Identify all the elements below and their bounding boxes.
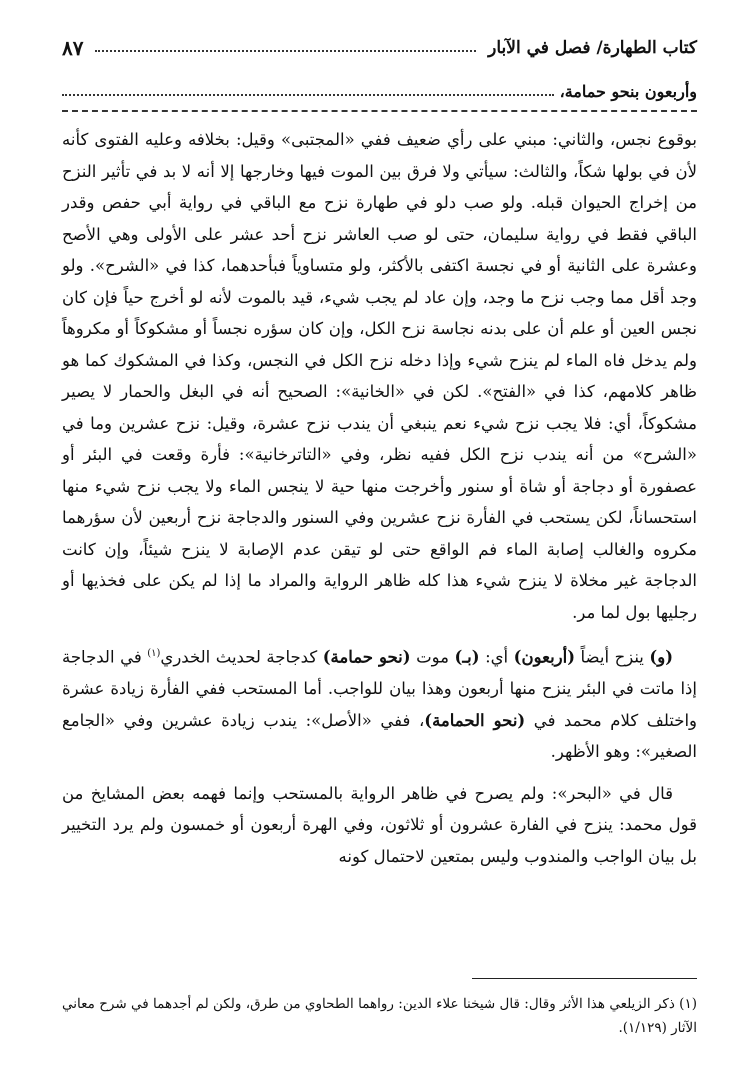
running-header [62,34,697,62]
paragraph-3: قال في «البحر»: ولم يصرح في ظاهر الرواية بالمستحب وإنما فهمه بعض المشايخ من قول محمد: ينزح في الفارة عشرون أو ثلاثون، وفي الهرة أربعون أو خمسون ولم يرد التخيير بل بيان الواجب والمندوب وليس بمتعين لاحتمال كونه [62,783,697,866]
footnote-rule [472,978,697,979]
para2-text-2: أي: [479,647,514,667]
matn-nahw-hamama: (نحو حمامة) [322,647,411,667]
matn-separator-rule [62,110,697,112]
matn-arbaun: (أربعون) [513,647,576,667]
header-dotted-leader [95,50,476,52]
para2-text-3: موت [410,647,455,667]
matn-nahw-al-hamama: (نحو الحمامة) [424,710,526,730]
para2-text-4: كدجاجة لحديث الخدري [160,647,323,667]
footnote-reference: (١) [147,648,161,659]
paragraph-1: بوقوع نجس، والثاني: مبني على رأي ضعيف ففي «المجتبى» وقيل: بخلافه وعليه الفتوى كأنه لأن في بولها شكاً، والثالث: سيأتي ولا فرق بين الموت فيها وخارجها إلا أنه لا بد في تأثير النزح من إخراج الحيوان قبله. ولو صب دلو في طهارة نزح مع الباقي في رواية أبي حفص وقدر الباقي فقط في رواية سليمان، حتى لو صب العاشر نزح أحد عشر على الأولى وهي الأصح وعشرة على الثانية أو في نجسة اكتفى بالأكثر، ولو متساوياً فبأحدهما، كذا في «الشرح». ولو وجد أقل مما وجب نزح ما وجد، وإن عاد لم يجب شيء، قيد بالموت لأنه لو أخرج حياً فإن كان نجس العين أو علم أن على بدنه نجاسة نزح الكل، وإن كان سؤره نجساً أو مشكوكاً أو مكروهاً ولم يدخل فاه الماء لم ينزح شيء وإذا دخله نزح الكل في النجس، وكذا في المشكوك كما هو ظاهر كلامهم، كذا في «الفتح». لكن في «الخانية»: الصحيح أنه في البغل والحمار لا يصير مشكوكاً، أي: فلا يجب نزح شيء نعم ينبغي أن يندب نزح عشرة، وقيل: نزح عشرين وما في «الشرح» من أنه يندب نزح الكل ففيه نظر، وفي «التاترخانية»: فأرة وقعت في البئر أو عصفورة أو دجاجة أو شاة أو سنور وأخرجت منها حية لا ينجس الماء ولا يجب نزح شيء منها استحساناً، لكن يستحب في الفأرة نزح عشرين وفي السنور والدجاجة نزح أربعين لأن سؤرهما مكروه والغالب إصابة الماء فم الواقع حتى لو تيقن عدم الإصابة لا ينزح شيئاً، وإن كانت الدجاجة غير مخلاة لا ينزح شيء هذا كله ظاهر الرواية والمراد ما إذا لم يكن على فخذيها أو رجليها بول لما مر. [62,130,697,622]
para2-text-1: ينزح أيضاً [575,647,650,667]
page-number: ٨٧ [62,36,84,60]
para2-text-6: ، ففي «الأصل»: يندب زيادة عشرين وفي «الجامع الصغير»: وهو الأظهر. [62,710,697,761]
matn-bi: (بـ) [454,647,480,667]
matn-wa: (و) [649,647,674,667]
commentary-body [62,124,697,872]
paragraph-2 [62,638,697,768]
matn-heading-line [62,82,697,101]
matn-dotted-leader [62,94,554,96]
para2-text-5: في الدجاجة إذا ماتت في البئر ينزح منها أربعون وهذا بيان للواجب. أما المستحب ففي الفأرة زيادة عشرة واختلف كلام محمد في [62,647,698,730]
running-title: كتاب الطهارة/ فصل في الآبار [488,38,697,58]
matn-heading: وأربعون بنحو حمامة، [559,82,697,101]
footnote: (١) ذكر الزيلعي هذا الأثر وقال: قال شيخنا علاء الدين: رواهما الطحاوي من طرق، ولكن لم أجدهما في شرح معاني الآثار (١/١٢٩). [62,996,697,1036]
